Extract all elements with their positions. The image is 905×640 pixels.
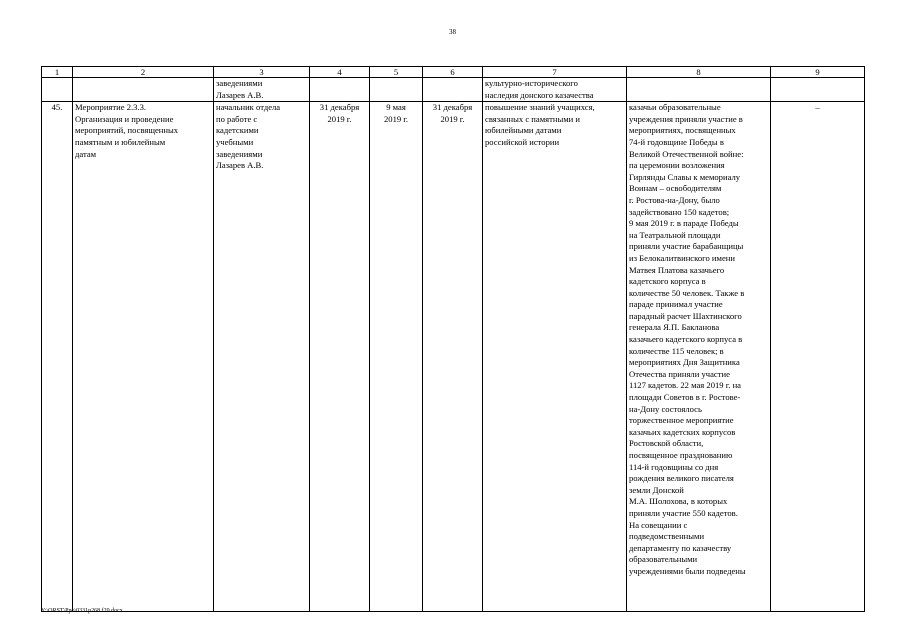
header-cell-8: 8	[627, 67, 771, 78]
header-cell-5: 5	[370, 67, 423, 78]
cont-cell-6	[423, 78, 483, 102]
cont-responsible: заведениями Лазарев А.В.	[214, 78, 310, 102]
header-cell-1: 1	[42, 67, 73, 78]
cont-cell-5	[370, 78, 423, 102]
cont-result: культурно-исторического наследия донского казачества	[483, 78, 627, 102]
notes: –	[771, 102, 865, 612]
cont-cell-8	[627, 78, 771, 102]
start-date: 9 мая 2019 г.	[370, 102, 423, 612]
cont-cell-4	[310, 78, 370, 102]
header-cell-4: 4	[310, 67, 370, 78]
actual-result: казачьи образовательные учреждения приняли участие в мероприятиях, посвященных 74-й годовщине Победы в Великой Отечественной войне: па церемонии возложения Гирлянды Славы к мемориалу Воинам – освободителям г. Ростова-на-Дону, было задействовано 150 кадетов; 9 мая 2019 г. в параде Победы на Театральной площади приняли участие барабанщицы из Белокалитвинского имени Матвея Платова казачьего кадетского корпуса в количестве 50 человек. Также в параде принимал участие парадный расчет Шахтинского генерала Я.П. Бакланова казачьего кадетского корпуса в количестве 115 человек; в мероприятиях Дня Защитника Отечества приняли участие 1127 кадетов. 22 мая 2019 г. на площади Советов в г. Ростове- на-Дону состоялось торжественное мероприятие казачьих кадетских корпусов Ростовской области, посвященное празднованию 114-й годовщины со дня рождения великого писателя земли Донской М.А. Шолохова, в которых приняли участие 550 кадетов. На совещании с подведомственными департаменту по казачеству образовательными учреждениями были подведены	[627, 102, 771, 612]
header-cell-9: 9	[771, 67, 865, 78]
file-path-footer: Y:\ORST\Ppo\0331p268.f20.docx	[41, 608, 123, 614]
header-cell-3: 3	[214, 67, 310, 78]
header-cell-2: 2	[73, 67, 214, 78]
cont-cell-2	[73, 78, 214, 102]
responsible: начальник отдела по работе с кадетскими учебными заведениями Лазарев А.В.	[214, 102, 310, 612]
event-name: Мероприятие 2.3.3. Организация и проведение мероприятий, посвященных памятным и юбилейным датам	[73, 102, 214, 612]
expected-result: повышение знаний учащихся, связанных с памятными и юбилейными датами российской истории	[483, 102, 627, 612]
continuation-row	[42, 78, 865, 102]
report-table	[41, 66, 865, 612]
row-number: 45.	[42, 102, 73, 612]
cont-cell-9	[771, 78, 865, 102]
header-cell-7: 7	[483, 67, 627, 78]
table-row-45	[42, 102, 865, 612]
end-date: 31 декабря 2019 г.	[423, 102, 483, 612]
header-cell-6: 6	[423, 67, 483, 78]
header-row	[42, 67, 865, 78]
page-number: 38	[449, 28, 456, 36]
planned-date: 31 декабря 2019 г.	[310, 102, 370, 612]
cont-cell-1	[42, 78, 73, 102]
